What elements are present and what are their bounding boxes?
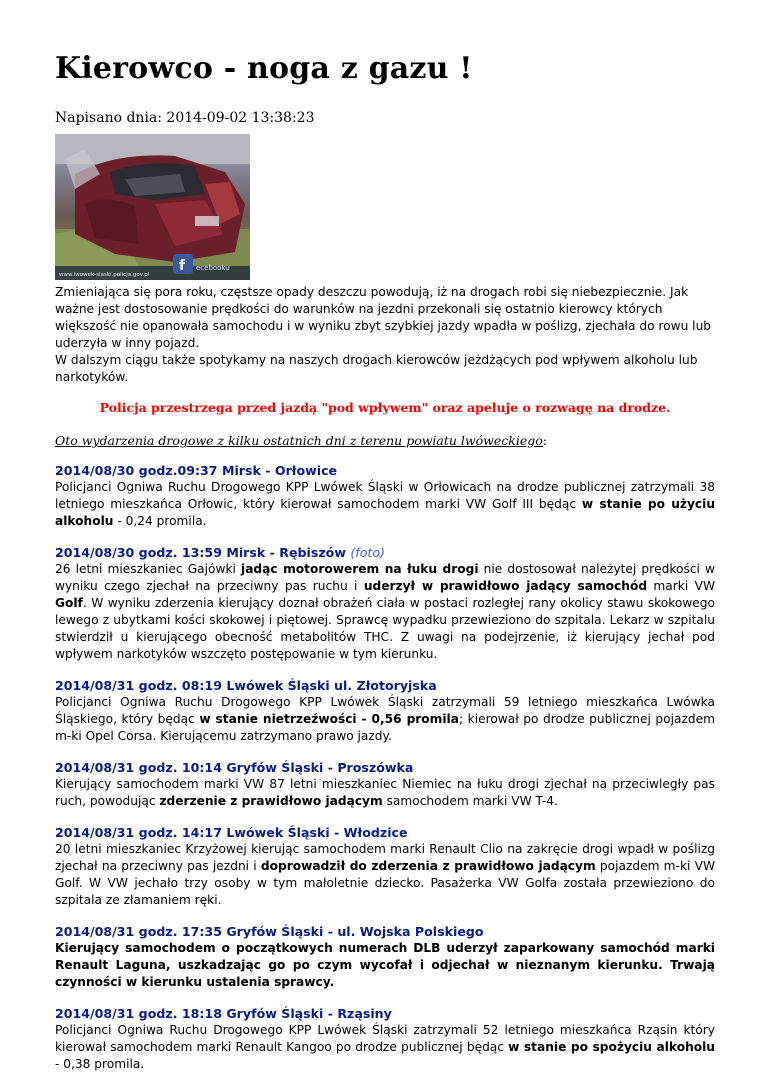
event-body-bold: Kierujący samochodem o początkowych numerach DLB uderzył zaparkowany samochód marki Renault Laguna, uszkadzając go po czym wycofał i odjechał w nieznanym kierunku. Trwają czynności w kierunku ustalenia sprawcy.	[55, 941, 715, 989]
event-title-text: 2014/08/31 godz. 14:17 Lwówek Śląski - Włodzice	[55, 825, 408, 840]
event-item	[55, 824, 715, 909]
event-item	[55, 677, 715, 745]
warning-text: Policja przestrzega przed jazdą "pod wpływem" oraz apeluje o rozwagę na drodze.	[99, 400, 671, 415]
event-item	[55, 759, 715, 810]
event-body-text: samochodem marki VW T-4.	[382, 794, 558, 808]
event-title-text: 2014/08/31 godz. 17:35 Gryfów Śląski - ul. Wojska Polskiego	[55, 924, 484, 939]
event-body	[55, 561, 715, 663]
event-body-bold: jadąc motorowerem na łuku drogi	[241, 562, 479, 576]
event-body	[55, 694, 715, 745]
photo-watermark-url: www.lwowek-slaski.policja.gov.pl	[59, 272, 150, 278]
intro-paragraph: W dalszym ciągu także spotykamy na naszych drogach kierowców jeżdżących pod wpływem alkoholu lub narkotyków.	[55, 353, 698, 384]
event-body-text: Policjanci Ogniwa Ruchu Drogowego KPP Lwówek Śląski zatrzymali 52 letniego mieszkańca Rząsin który kierował samochodem marki Renault Kangoo po drodze publicznej będąc	[55, 1023, 715, 1054]
events-heading-text: Oto wydarzenia drogowe z kilku ostatnich dni z terenu powiatu lwóweckiego	[55, 433, 543, 448]
event-body	[55, 940, 715, 991]
event-body-bold: w stanie po użyciu alkoholu	[55, 497, 715, 528]
event-title	[55, 462, 715, 479]
event-body-bold: w stanie po spożyciu alkoholu	[508, 1040, 715, 1054]
event-item	[55, 544, 715, 663]
svg-text:f: f	[179, 258, 186, 274]
event-title	[55, 1005, 715, 1022]
event-body-text: marki VW	[647, 579, 715, 593]
event-body-text: - 0,38 promila.	[55, 1057, 145, 1071]
event-body-bold: doprowadził do zderzenia z prawidłowo jadącym	[260, 859, 596, 873]
photo-watermark-social: ecebooku	[196, 264, 230, 272]
event-title-text: 2014/08/30 godz. 13:59 Mirsk - Rębiszów	[55, 545, 346, 560]
event-body	[55, 479, 715, 530]
event-title-text: 2014/08/31 godz. 08:19 Lwówek Śląski ul. Złotoryjska	[55, 678, 437, 693]
event-body	[55, 841, 715, 909]
event-body-bold: w stanie nietrzeźwości - 0,56 promila	[199, 712, 459, 726]
event-body-text: Policjanci Ogniwa Ruchu Drogowego KPP Lwówek Śląski zatrzymali 59 letniego mieszkańca Lwówka Śląskiego, który będąc	[55, 695, 715, 726]
event-body-text: ; kierował po drodze publicznej pojazdem m-ki Opel Corsa. Kierującemu zatrzymano prawo jazdy.	[55, 712, 715, 743]
event-title	[55, 923, 715, 940]
event-title-text: 2014/08/30 godz.09:37 Mirsk - Orłowice	[55, 463, 338, 478]
event-body-text: Kierujący samochodem marki VW 87 letni mieszkaniec Niemiec na łuku drogi zjechał na przeciwległy pas ruch, powodując	[55, 777, 715, 808]
dateline: Napisano dnia: 2014-09-02 13:38:23	[55, 110, 315, 126]
event-body-bold: Golf	[55, 596, 83, 610]
event-body	[55, 1022, 715, 1073]
event-title-text: 2014/08/31 godz. 18:18 Gryfów Śląski - Rząsiny	[55, 1006, 392, 1021]
events-heading-suffix: :	[542, 433, 547, 448]
event-title	[55, 677, 715, 694]
event-body-text: nie dostosował należytej prędkości w wyniku czego zjechał na przeciwny pas ruchu i	[55, 562, 715, 593]
event-body-text: . W wyniku zderzenia kierujący doznał obrażeń ciała w postaci rozległej rany okolicy stawu skokowego lewego z ubytkami kości skokowej i piętowej. Sprawcę wypadku przewieziono do szpitala. Lekarz w szpitalu stwierdził u kierującego obecność metabolitów THC. Z uwagi na podejrzenie, iż kierujący jechał pod wpływem narkotyków wszczęto postępowanie w tym kierunku.	[55, 596, 715, 661]
event-body-bold: uderzył w prawidłowo jadący samochód	[363, 579, 648, 593]
page-title: Kierowco - noga z gazu !	[55, 51, 473, 86]
article	[55, 50, 715, 1087]
event-body-text: - 0,24 promila.	[113, 514, 207, 528]
event-item	[55, 462, 715, 530]
event-title	[55, 759, 715, 776]
event-title	[55, 824, 715, 841]
event-body-text: 20 letni mieszkaniec Krzyżowej kierując samochodem marki Renault Clio na zakręcie drogi wpadł w poślizg zjechał na przeciwny pas jezdni i	[55, 842, 715, 873]
crashed-car-photo[interactable]	[55, 134, 250, 280]
event-body	[55, 776, 715, 810]
events-list	[55, 462, 715, 1073]
intro-paragraph: Zmieniająca się pora roku, częstsze opady deszczu powodują, iż na drogach robi się niebezpiecznie. Jak ważne jest dostosowanie prędkości do warunków na jezdni przekonali się ostatnio kierowcy których większość nie opanowała samochodu i w wyniku zbyt szybkiej jazdy wpadła w poślizg, zjechała do rowu lub uderzyła w inny pojazd.	[55, 285, 712, 350]
event-item	[55, 1005, 715, 1073]
events-heading	[55, 433, 715, 448]
event-title	[55, 544, 715, 561]
photo-drawing	[55, 134, 250, 280]
intro	[55, 284, 715, 386]
event-body-text: Policjanci Ogniwa Ruchu Drogowego KPP Lwówek Śląski w Orłowicach na drodze publicznej zatrzymali 38 letniego mieszkańca Orłowic, który kierował samochodem marki VW Golf III będąc	[55, 480, 715, 511]
event-title-text: 2014/08/31 godz. 10:14 Gryfów Śląski - Proszówka	[55, 760, 414, 775]
event-item	[55, 923, 715, 991]
event-body-text: pojazdem m-ki VW Golf. W VW jechało trzy osoby w tym małoletnie dziecko. Pasażerka VW Golfa została przewieziono do szpitala ze złamaniem ręki.	[55, 859, 716, 907]
foto-link[interactable]: (foto)	[350, 545, 385, 560]
event-body-text: 26 letni mieszkaniec Gajówki	[55, 562, 242, 576]
event-body-bold: zderzenie z prawidłowo jadącym	[159, 794, 383, 808]
